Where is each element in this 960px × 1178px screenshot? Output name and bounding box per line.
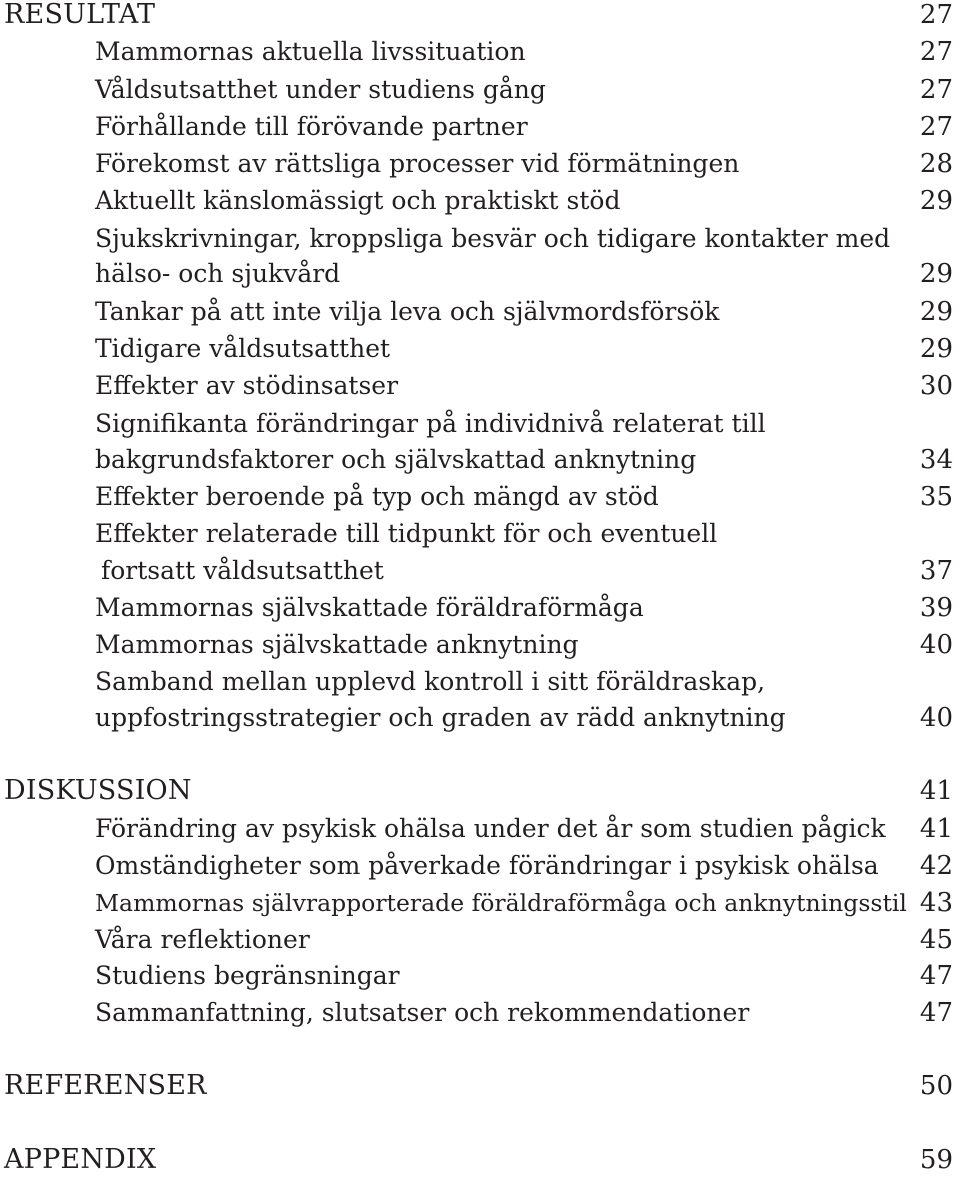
toc-entry: Tankar på att inte vilja leva och självmordsförsök (95, 297, 720, 326)
toc-entry-page: 39 (919, 593, 953, 623)
toc-entry-page: 27 (919, 75, 953, 105)
toc-entry: Sammanfattning, slutsatser och rekommendationer (95, 998, 750, 1027)
toc-entry-page: 42 (919, 851, 953, 881)
toc-entry: Mammornas självskattade anknytning (95, 630, 579, 659)
toc-entry: Samband mellan upplevd kontroll i sitt föräldraskap, (95, 667, 766, 696)
toc-entry: Effekter av stödinsatser (95, 371, 399, 400)
toc-entry-page: 30 (919, 371, 953, 401)
toc-entry: Omständigheter som påverkade förändringar i psykisk ohälsa (95, 851, 879, 880)
toc-entry-page: 40 (919, 630, 953, 660)
toc-entry-continued: hälso- och sjukvård (95, 259, 341, 288)
section-page-appendix: 59 (919, 1145, 953, 1175)
toc-entry-page: 29 (919, 334, 953, 364)
section-title-diskussion: DISKUSSION (4, 775, 192, 806)
toc-entry: Förekomst av rättsliga processer vid förmätningen (95, 149, 740, 178)
toc-entry-page: 37 (919, 556, 953, 586)
toc-entry: Effekter relaterade till tidpunkt för och eventuell (95, 519, 718, 548)
section-page-diskussion: 41 (919, 776, 953, 806)
toc-entry-page: 40 (919, 703, 953, 733)
toc-entry: Förhållande till förövande partner (95, 112, 528, 141)
toc-entry: Mammornas självrapporterade föräldraförmåga och anknytningsstil (95, 889, 907, 917)
toc-entry: Våldsutsatthet under studiens gång (95, 75, 546, 104)
toc-entry: Signifikanta förändringar på individnivå relaterat till (95, 409, 766, 438)
toc-entry-page: 47 (919, 998, 953, 1028)
section-title-appendix: APPENDIX (4, 1144, 157, 1175)
toc-entry: Aktuellt känslomässigt och praktiskt stöd (95, 186, 621, 215)
toc-entry-continued: fortsatt våldsutsatthet (101, 556, 384, 585)
toc-entry: Förändring av psykisk ohälsa under det år som studien pågick (95, 814, 886, 843)
toc-entry-page: 45 (919, 925, 953, 955)
toc-entry: Tidigare våldsutsatthet (95, 334, 391, 363)
toc-entry-page: 43 (919, 888, 953, 918)
toc-entry-page: 47 (919, 961, 953, 991)
toc-entry: Mammornas aktuella livssituation (95, 37, 526, 66)
toc-entry-page: 28 (919, 149, 953, 179)
section-title-resultat: RESULTAT (4, 0, 156, 30)
toc-entry: Mammornas självskattade föräldraförmåga (95, 593, 644, 622)
toc-entry-page: 27 (919, 112, 953, 142)
section-page-resultat: 27 (919, 0, 953, 30)
toc-entry-page: 35 (919, 482, 953, 512)
toc-entry-page: 34 (919, 445, 953, 475)
toc-entry: Sjukskrivningar, kroppsliga besvär och tidigare kontakter med (95, 224, 891, 253)
toc-entry-page: 29 (919, 297, 953, 327)
toc-entry: Studiens begränsningar (95, 961, 400, 990)
toc-entry-continued: bakgrundsfaktorer och självskattad anknytning (95, 445, 697, 474)
toc-entry-page: 27 (919, 37, 953, 67)
section-page-referenser: 50 (919, 1071, 953, 1101)
section-title-referenser: REFERENSER (4, 1070, 207, 1101)
toc-entry-continued: uppfostringsstrategier och graden av rädd anknytning (95, 703, 786, 732)
toc-entry: Våra reflektioner (95, 925, 310, 954)
toc-entry-page: 29 (919, 186, 953, 216)
toc-entry-page: 41 (919, 814, 953, 844)
toc-entry-page: 29 (919, 259, 953, 289)
toc-entry: Effekter beroende på typ och mängd av stöd (95, 482, 659, 511)
